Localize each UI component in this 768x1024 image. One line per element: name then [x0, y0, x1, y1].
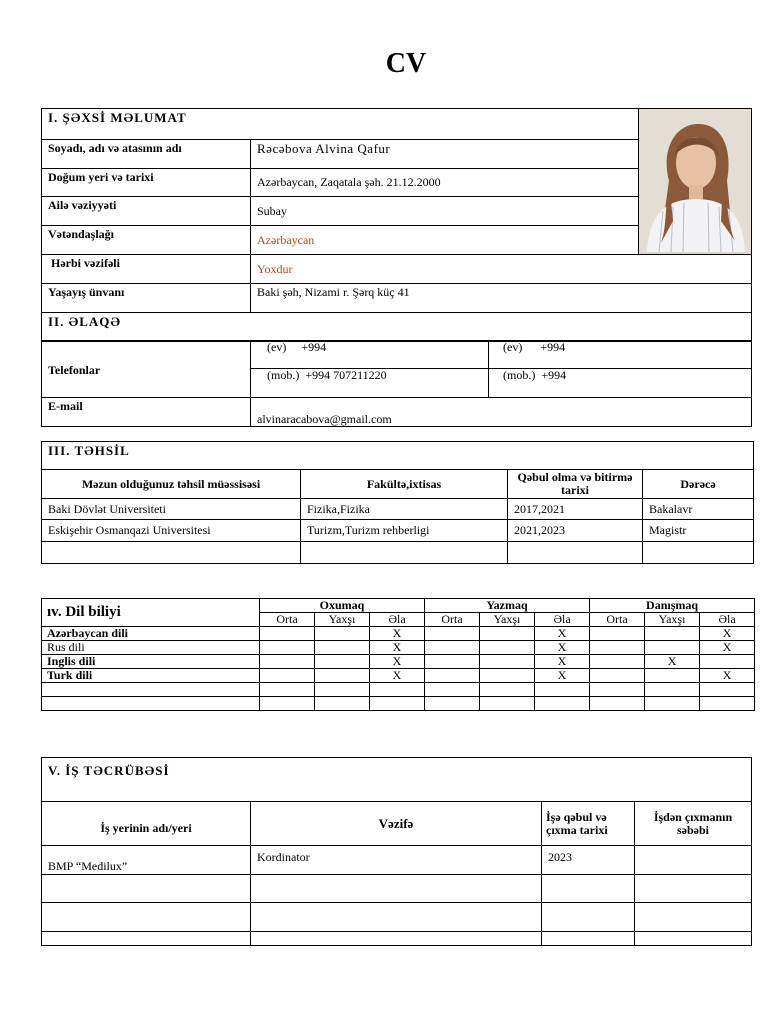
- phone-home-2: (ev) +994: [489, 341, 752, 369]
- work-cell: Kordinator: [251, 846, 542, 875]
- work-header-position: Vəzifə: [251, 802, 542, 846]
- language-mark: [315, 655, 370, 669]
- language-table: [41, 598, 755, 711]
- lang-level: Yaxşı: [315, 613, 370, 627]
- language-mark: [480, 669, 535, 683]
- language-mark: [480, 641, 535, 655]
- section-personal-title: I. ŞƏXSİ MƏLUMAT: [42, 109, 639, 140]
- contact-table: [41, 340, 752, 427]
- language-mark: [425, 697, 480, 711]
- language-mark: [370, 683, 425, 697]
- lang-level: Yaxşı: [480, 613, 535, 627]
- lang-level: Əla: [535, 613, 590, 627]
- language-mark: [645, 669, 700, 683]
- work-cell: [635, 875, 752, 903]
- language-mark: X: [370, 655, 425, 669]
- language-mark: [260, 669, 315, 683]
- label-fullname: Soyadı, adı və atasının adı: [42, 140, 251, 169]
- language-mark: [425, 683, 480, 697]
- edu-cell: Turizm,Turizm rehberligi: [301, 520, 508, 542]
- edu-cell: [301, 542, 508, 564]
- section-education-title: III. TƏHSİL: [42, 442, 754, 470]
- language-mark: [590, 655, 645, 669]
- language-mark: [315, 683, 370, 697]
- language-mark: [370, 697, 425, 711]
- language-mark: [260, 697, 315, 711]
- language-mark: [260, 655, 315, 669]
- language-mark: [700, 697, 755, 711]
- lang-level: Yaxşı: [645, 613, 700, 627]
- lang-level: Orta: [425, 613, 480, 627]
- lang-group-writing: Yazmaq: [425, 599, 590, 613]
- section-language-title: ıv. Dil biliyi: [42, 599, 260, 627]
- language-mark: [645, 683, 700, 697]
- edu-cell: Magistr: [643, 520, 754, 542]
- language-mark: X: [535, 669, 590, 683]
- work-cell: [251, 875, 542, 903]
- phone-mobile-1: (mob.) +994 707211220: [251, 369, 489, 398]
- value-email[interactable]: alvinaracabova@gmail.com: [251, 398, 752, 427]
- language-mark: [700, 655, 755, 669]
- language-mark: [425, 627, 480, 641]
- language-name: Azərbaycan dili: [42, 627, 260, 641]
- work-cell: [635, 846, 752, 875]
- work-cell: [42, 932, 251, 946]
- language-mark: X: [370, 669, 425, 683]
- lang-level: Əla: [370, 613, 425, 627]
- language-mark: [315, 697, 370, 711]
- label-marital: Ailə vəziyyəti: [42, 197, 251, 226]
- language-mark: X: [700, 627, 755, 641]
- section-work-title: V. İŞ TƏCRÜBƏSİ: [42, 758, 752, 802]
- lang-group-speaking: Danışmaq: [590, 599, 755, 613]
- language-mark: [480, 627, 535, 641]
- work-header-reason: İşdən çıxmanın səbəbi: [635, 802, 752, 846]
- language-mark: [315, 627, 370, 641]
- edu-cell: 2017,2021: [508, 499, 643, 520]
- value-address: Baki şəh, Nizami r. Şərq küç 41: [251, 284, 752, 313]
- lang-level: Əla: [700, 613, 755, 627]
- edu-cell: Baki Dövlət Universiteti: [42, 499, 301, 520]
- language-mark: [535, 697, 590, 711]
- language-mark: X: [535, 655, 590, 669]
- language-mark: [260, 641, 315, 655]
- language-name: Rus dili: [42, 641, 260, 655]
- language-mark: [645, 697, 700, 711]
- phone-home-1: (ev) +994: [251, 341, 489, 369]
- lang-group-reading: Oxumaq: [260, 599, 425, 613]
- label-email: E-mail: [42, 398, 251, 427]
- language-mark: [315, 641, 370, 655]
- profile-photo: [639, 109, 752, 255]
- education-table: [41, 441, 754, 564]
- language-name: [42, 697, 260, 711]
- language-mark: [425, 655, 480, 669]
- edu-cell: Eskişehir Osmanqazi Universitesi: [42, 520, 301, 542]
- work-header-place: İş yerinin adı/yeri: [42, 802, 251, 846]
- work-cell: [251, 932, 542, 946]
- label-phones: Telefonlar: [42, 341, 251, 398]
- edu-cell: Fizika,Fizika: [301, 499, 508, 520]
- edu-header-institution: Məzun olduğunuz təhsil müəssisəsi: [42, 470, 301, 499]
- edu-header-faculty: Fakültə,ixtisas: [301, 470, 508, 499]
- label-military: Hərbi vəzifəli: [42, 255, 251, 284]
- edu-cell: [508, 542, 643, 564]
- work-cell: BMP “Medilux”: [42, 846, 251, 875]
- edu-cell: 2021,2023: [508, 520, 643, 542]
- phone-mobile-2: (mob.) +994: [489, 369, 752, 398]
- edu-cell: [42, 542, 301, 564]
- language-mark: [590, 669, 645, 683]
- value-citizenship: Azərbaycan: [251, 226, 639, 255]
- value-military: Yoxdur: [251, 255, 752, 284]
- language-mark: [425, 669, 480, 683]
- section-contact-title: II. ƏLAQƏ: [42, 313, 752, 342]
- value-fullname: Rəcəbova Alvina Qafur: [251, 140, 639, 169]
- value-birth: Azərbaycan, Zaqatala şəh. 21.12.2000: [251, 169, 639, 197]
- language-name: Inglis dili: [42, 655, 260, 669]
- personal-info-table: [41, 108, 752, 342]
- lang-level: Orta: [260, 613, 315, 627]
- language-mark: X: [370, 627, 425, 641]
- work-cell: [635, 903, 752, 932]
- work-table: [41, 757, 752, 946]
- label-address: Yaşayış ünvanı: [42, 284, 251, 313]
- language-mark: [425, 641, 480, 655]
- language-mark: [590, 683, 645, 697]
- language-mark: [590, 627, 645, 641]
- language-mark: [645, 641, 700, 655]
- language-mark: [590, 697, 645, 711]
- language-mark: [480, 655, 535, 669]
- language-mark: X: [535, 641, 590, 655]
- language-mark: [315, 669, 370, 683]
- work-cell: [635, 932, 752, 946]
- language-mark: X: [645, 655, 700, 669]
- label-birth: Doğum yeri və tarixi: [42, 169, 251, 197]
- value-marital: Subay: [251, 197, 639, 226]
- work-header-dates: İşə qəbul və çıxma tarixi: [542, 802, 635, 846]
- edu-header-dates: Qəbul olma və bitirmə tarixi: [508, 470, 643, 499]
- language-mark: [260, 683, 315, 697]
- work-cell: 2023: [542, 846, 635, 875]
- edu-cell: Bakalavr: [643, 499, 754, 520]
- language-name: Turk dili: [42, 669, 260, 683]
- language-mark: X: [370, 641, 425, 655]
- language-mark: [480, 697, 535, 711]
- language-name: [42, 683, 260, 697]
- work-cell: [251, 903, 542, 932]
- language-mark: [535, 683, 590, 697]
- label-citizenship: Vətəndaşlağı: [42, 226, 251, 255]
- language-mark: X: [700, 641, 755, 655]
- work-cell: [542, 932, 635, 946]
- work-cell: [542, 875, 635, 903]
- work-cell: [542, 903, 635, 932]
- edu-cell: [643, 542, 754, 564]
- edu-header-degree: Dərəcə: [643, 470, 754, 499]
- work-cell: [42, 903, 251, 932]
- lang-level: Orta: [590, 613, 645, 627]
- work-cell: [42, 875, 251, 903]
- language-mark: [590, 641, 645, 655]
- language-mark: X: [535, 627, 590, 641]
- language-mark: [480, 683, 535, 697]
- language-mark: [645, 627, 700, 641]
- language-mark: X: [700, 669, 755, 683]
- language-mark: [260, 627, 315, 641]
- language-mark: [700, 683, 755, 697]
- page-title: CV: [385, 48, 427, 79]
